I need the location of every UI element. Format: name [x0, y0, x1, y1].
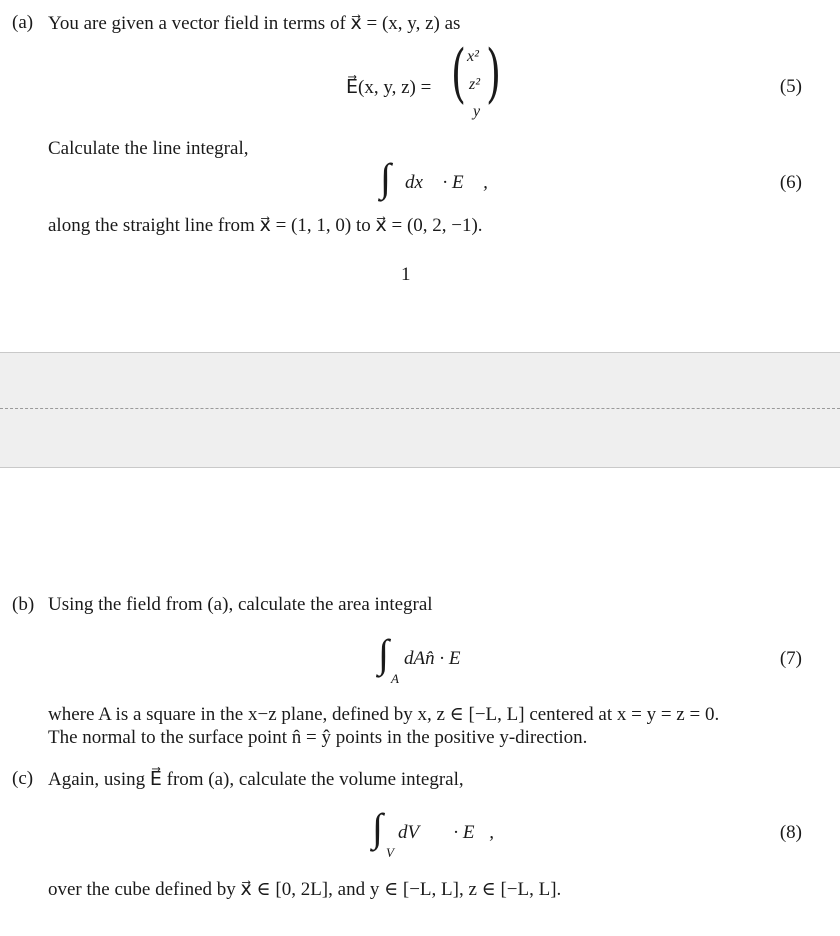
area-integral-sign-icon: ∫ [378, 631, 389, 676]
page-break-divider [0, 408, 840, 409]
equation-number-6: (6) [779, 172, 802, 193]
part-b-intro: Using the field from (a), calculate the area integral [48, 594, 433, 615]
part-b-integrand: dAn̂ · E⃗ [404, 648, 476, 669]
area-integral-subscript: A [391, 671, 399, 686]
part-a-path: along the straight line from x⃗ = (1, 1, 0) to x⃗ = (0, 2, −1). [48, 215, 483, 236]
equation-number-7: (7) [779, 648, 802, 669]
equation-number-8: (8) [779, 822, 802, 843]
integral-sign-icon: ∫ [380, 155, 391, 200]
equation-number-5: (5) [779, 76, 802, 97]
field-component-y: z² [469, 76, 481, 93]
right-paren-icon: ) [485, 37, 501, 111]
page-number: 1 [401, 264, 411, 285]
part-b-label: (b) [12, 594, 35, 615]
volume-integral-sign-icon: ∫ [372, 805, 383, 850]
page-break-band [0, 352, 840, 468]
field-lhs: E⃗(x, y, z) = [346, 77, 432, 98]
part-a-intro: You are given a vector field in terms of x⃗ = (x, y, z) as [48, 13, 461, 34]
part-c-integrand: dV∇⃗ · E⃗, [398, 822, 495, 843]
part-a-integrand: dx⃗ · E⃗ , [405, 172, 488, 193]
volume-integral-subscript: V [386, 845, 394, 860]
part-a-label: (a) [12, 12, 34, 33]
part-b-line1: where A is a square in the x−z plane, defined by x, z ∈ [−L, L] centered at x = y = z = 0. [48, 704, 720, 725]
part-c-label: (c) [12, 768, 34, 789]
left-paren-icon: ( [450, 37, 466, 111]
part-a-instruction: Calculate the line integral, [48, 138, 249, 159]
part-c-intro: Again, using E⃗ from (a), calculate the volume integral, [48, 769, 464, 790]
part-b-line2: The normal to the surface point n̂ = ŷ points in the positive y-direction. [48, 727, 588, 748]
field-component-z: y [473, 103, 481, 120]
part-c-domain: over the cube defined by x⃗ ∈ [0, 2L], and y ∈ [−L, L], z ∈ [−L, L]. [48, 879, 562, 900]
field-component-x: x² [467, 48, 479, 65]
